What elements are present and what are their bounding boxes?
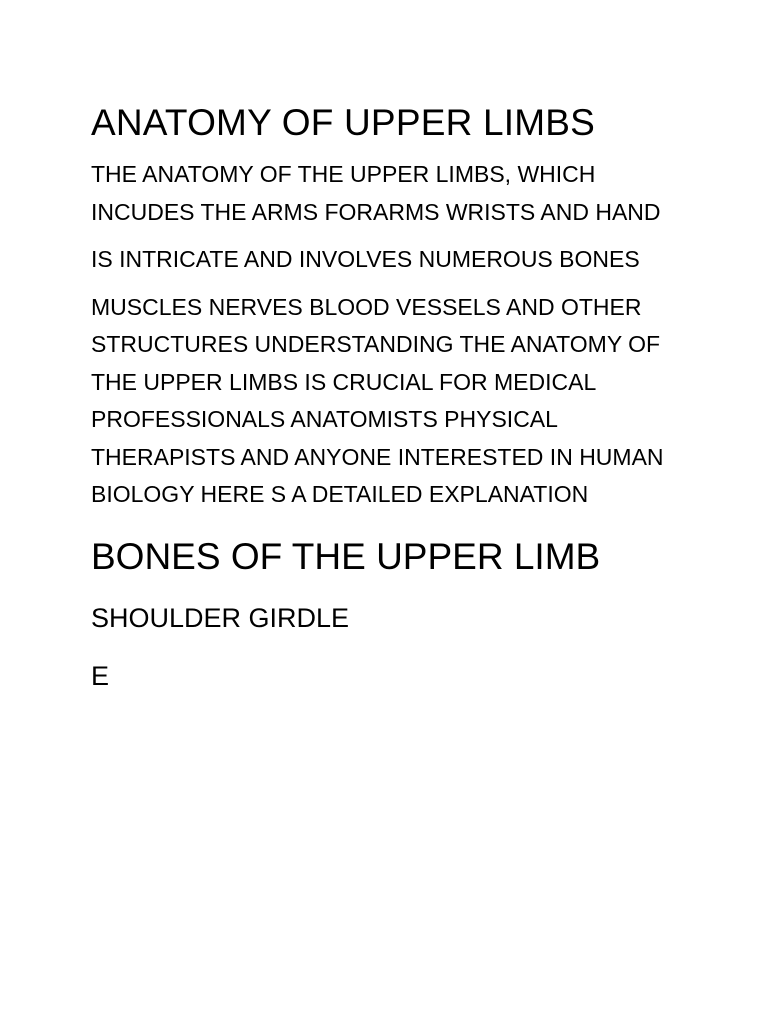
paragraph-intro bbox=[91, 156, 691, 231]
text-line: PROFESSIONALS ANATOMISTS PHYSICAL bbox=[91, 406, 558, 432]
text-line: BIOLOGY HERE S A DETAILED EXPLANATION bbox=[91, 481, 589, 507]
text-line: THERAPISTS AND ANYONE INTERESTED IN HUMAN bbox=[91, 443, 664, 470]
text-line: STRUCTURES UNDERSTANDING THE ANATOMY OF bbox=[91, 331, 661, 357]
text-fragment: E bbox=[91, 660, 110, 691]
text-line: THE UPPER LIMBS IS CRUCIAL FOR MEDICAL bbox=[91, 368, 597, 395]
document-content bbox=[91, 100, 691, 694]
section-heading-bones: BONES OF THE UPPER LIMB bbox=[91, 535, 601, 577]
subheading-shoulder-girdle: SHOULDER GIRDLE bbox=[91, 602, 350, 633]
text-line: MUSCLES NERVES BLOOD VESSELS AND OTHER bbox=[91, 293, 642, 320]
document-title: ANATOMY OF UPPER LIMBS bbox=[91, 102, 596, 143]
text-line: THE ANATOMY OF THE UPPER LIMBS, WHICH bbox=[91, 161, 596, 187]
paragraph-structures bbox=[91, 289, 691, 514]
paragraph-intricate bbox=[91, 241, 691, 279]
text-line: INCUDES THE ARMS FORARMS WRISTS AND HAND bbox=[91, 198, 661, 225]
text-line: IS INTRICATE AND INVOLVES NUMEROUS BONES bbox=[91, 246, 640, 272]
